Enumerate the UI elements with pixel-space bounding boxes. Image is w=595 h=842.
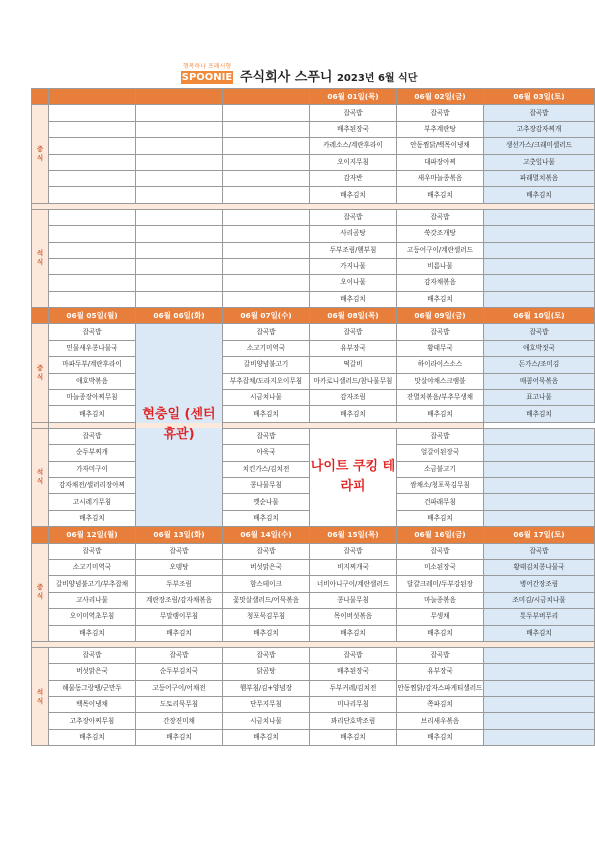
menu-item [484, 258, 595, 274]
menu-item [223, 154, 310, 170]
menu-item: 달걀크레미/두부강된장 [397, 576, 484, 592]
menu-item: 배추김치 [310, 406, 397, 422]
menu-item: 고시레기무침 [49, 494, 136, 510]
dinner-label-char: 식 [36, 477, 44, 486]
menu-item: 잡곡밥 [223, 324, 310, 340]
menu-item: 배추김치 [136, 729, 223, 745]
lunch-row [32, 592, 595, 608]
menu-item: 잡곡밥 [49, 543, 136, 559]
dinner-row [32, 291, 595, 307]
menu-item [49, 187, 136, 203]
menu-item [484, 510, 595, 526]
dinner-row [32, 428, 595, 444]
date-header-row [32, 89, 595, 105]
menu-item: 안동찜닭/감자스파게티샐러드 [397, 680, 484, 696]
menu-item: 잡곡밥 [223, 428, 310, 444]
menu-item [223, 209, 310, 225]
menu-item: 무생채 [397, 609, 484, 625]
menu-item: 애호박볶음 [49, 373, 136, 389]
menu-item: 떡갈비 [310, 357, 397, 373]
date-header: 06월 01일(목) [310, 89, 397, 105]
menu-item: 배추김치 [49, 625, 136, 641]
menu-item [223, 258, 310, 274]
menu-item: 마카로니샐러드/참나물무침 [310, 373, 397, 389]
date-header [49, 89, 136, 105]
menu-item: 잡곡밥 [310, 105, 397, 121]
menu-item: 간장진미채 [136, 713, 223, 729]
date-header: 06월 03일(토) [484, 89, 595, 105]
menu-item: 닭곰탕 [223, 664, 310, 680]
menu-item: 콩나물무침 [223, 477, 310, 493]
menu-item: 잡곡밥 [397, 209, 484, 225]
date-header: 06월 13일(화) [136, 527, 223, 543]
menu-item [136, 275, 223, 291]
lunch-row [32, 187, 595, 203]
menu-period: 2023년 6월 식단 [336, 73, 418, 84]
menu-item [223, 226, 310, 242]
menu-item [49, 226, 136, 242]
menu-item: 비름나물 [397, 258, 484, 274]
menu-item: 얼갈이된장국 [397, 445, 484, 461]
menu-item: 표고나물 [484, 390, 595, 406]
date-header: 06월 07일(수) [223, 308, 310, 324]
lunch-row [32, 121, 595, 137]
menu-item: 배추김치 [310, 291, 397, 307]
menu-item: 배추김치 [397, 291, 484, 307]
menu-item: 배추김치 [310, 625, 397, 641]
menu-item: 안동찜닭/백목이냉채 [397, 138, 484, 154]
menu-item [136, 187, 223, 203]
menu-item [223, 291, 310, 307]
dinner-label-char: 석 [36, 249, 44, 258]
menu-item: 꽈리단호박조림 [310, 713, 397, 729]
menu-item: 잡곡밥 [397, 543, 484, 559]
date-header: 06월 15일(목) [310, 527, 397, 543]
menu-item: 파래멸치볶음 [484, 170, 595, 186]
menu-item: 오뎅탕 [136, 559, 223, 575]
lunch-label-char: 중 [36, 364, 44, 373]
menu-item: 미소된장국 [397, 559, 484, 575]
date-header: 06월 12일(월) [49, 527, 136, 543]
date-header: 06월 06일(화) [136, 308, 223, 324]
menu-item [136, 291, 223, 307]
date-header: 06월 09일(금) [397, 308, 484, 324]
menu-item: 돈가스/조미김 [484, 357, 595, 373]
menu-item [136, 258, 223, 274]
lunch-row [32, 340, 595, 356]
menu-item [49, 154, 136, 170]
lunch-label-char: 식 [36, 154, 44, 163]
menu-item: 감자채전/샐러리장아찌 [49, 477, 136, 493]
menu-item: 잡곡밥 [310, 647, 397, 663]
menu-item: 두부커레/김치전 [310, 680, 397, 696]
lunch-row [32, 138, 595, 154]
date-header [223, 89, 310, 105]
dinner-row [32, 242, 595, 258]
menu-item: 배추김치 [397, 187, 484, 203]
lunch-row [32, 357, 595, 373]
menu-item: 버섯맑은국 [223, 559, 310, 575]
menu-item: 배추김치 [484, 406, 595, 422]
menu-item: 배추된장국 [310, 664, 397, 680]
menu-item: 맛살야채스크램블 [397, 373, 484, 389]
menu-item: 깻순나물 [223, 494, 310, 510]
menu-item [484, 242, 595, 258]
lunch-label [32, 543, 49, 641]
dinner-label [32, 209, 49, 307]
menu-item: 부추잡채/도라지오이무침 [223, 373, 310, 389]
menu-item: 배추김치 [397, 510, 484, 526]
menu-item: 고추장감자찌개 [484, 121, 595, 137]
menu-item: 브리새우볶음 [397, 713, 484, 729]
menu-item: 비지찌개국 [310, 559, 397, 575]
menu-item: 두부조림 [136, 576, 223, 592]
dinner-row [32, 647, 595, 663]
menu-item: 고춧잎나물 [484, 154, 595, 170]
menu-item: 콩나물무침 [310, 592, 397, 608]
date-header: 06월 10일(토) [484, 308, 595, 324]
menu-item [484, 729, 595, 745]
lunch-label [32, 105, 49, 203]
menu-item: 갈비양념불고기/부추잡채 [49, 576, 136, 592]
menu-item: 새우마늘종볶음 [397, 170, 484, 186]
menu-item: 잔멸치볶음/부추무생채 [397, 390, 484, 406]
menu-item [223, 275, 310, 291]
menu-item: 순두부김치국 [136, 664, 223, 680]
menu-item: 잡곡밥 [484, 324, 595, 340]
menu-item: 잡곡밥 [223, 647, 310, 663]
menu-item: 두부조림/햄부침 [310, 242, 397, 258]
lunch-row [32, 625, 595, 641]
menu-item: 미나리무침 [310, 697, 397, 713]
menu-item [223, 121, 310, 137]
menu-item [49, 209, 136, 225]
lunch-row [32, 559, 595, 575]
menu-item [484, 477, 595, 493]
date-header [136, 89, 223, 105]
menu-item [49, 138, 136, 154]
menu-item: 배추김치 [49, 406, 136, 422]
menu-item [136, 226, 223, 242]
menu-item: 너비아니구이/계란샐러드 [310, 576, 397, 592]
menu-item: 배추김치 [397, 729, 484, 745]
date-header: 06월 05일(월) [49, 308, 136, 324]
menu-item: 쌈채소/청포묵김무침 [397, 477, 484, 493]
lunch-row [32, 609, 595, 625]
menu-item: 감자반 [310, 170, 397, 186]
menu-item: 계란장조림/감자채볶음 [136, 592, 223, 608]
menu-item [49, 121, 136, 137]
menu-item: 배추김치 [49, 729, 136, 745]
menu-item: 마늘종장아찌무침 [49, 390, 136, 406]
menu-item: 고등어구이/어채전 [136, 680, 223, 696]
dinner-row [32, 258, 595, 274]
menu-item: 황태김치콩나물국 [484, 559, 595, 575]
menu-item [136, 138, 223, 154]
menu-item [136, 209, 223, 225]
menu-item: 배추김치 [223, 510, 310, 526]
menu-item: 시금치나물 [223, 390, 310, 406]
menu-item: 오이미역초무침 [49, 609, 136, 625]
menu-item: 애호박젓국 [484, 340, 595, 356]
lunch-row [32, 543, 595, 559]
menu-item: 도토리묵무침 [136, 697, 223, 713]
dinner-row [32, 697, 595, 713]
menu-item [484, 428, 595, 444]
menu-item: 배추김치 [397, 406, 484, 422]
menu-item [49, 291, 136, 307]
menu-item: 병어간장조림 [484, 576, 595, 592]
menu-item: 잡곡밥 [397, 428, 484, 444]
menu-item: 잡곡밥 [484, 543, 595, 559]
menu-item: 대파장아찌 [397, 154, 484, 170]
menu-item: 배추김치 [397, 625, 484, 641]
lunch-row [32, 105, 595, 121]
menu-item: 잡곡밥 [223, 543, 310, 559]
lunch-row [32, 154, 595, 170]
date-header: 06월 17일(토) [484, 527, 595, 543]
menu-item: 쪽파김치 [397, 697, 484, 713]
menu-item: 순두부찌개 [49, 445, 136, 461]
menu-item: 카레소스/계란후라이 [310, 138, 397, 154]
menu-item [484, 664, 595, 680]
menu-item: 청포묵김무침 [223, 609, 310, 625]
menu-item: 갈비양념불고기 [223, 357, 310, 373]
menu-item: 하이라이스소스 [397, 357, 484, 373]
lunch-row [32, 170, 595, 186]
lunch-label-char: 중 [36, 583, 44, 592]
dinner-row [32, 226, 595, 242]
menu-item [136, 170, 223, 186]
menu-item [484, 445, 595, 461]
menu-item: 무말랭이무침 [136, 609, 223, 625]
lunch-row [32, 576, 595, 592]
menu-item: 배추김치 [223, 729, 310, 745]
menu-item: 잡곡밥 [310, 209, 397, 225]
lunch-row [32, 406, 595, 422]
menu-item [484, 461, 595, 477]
menu-item: 잡곡밥 [310, 324, 397, 340]
menu-item: 건파래무침 [397, 494, 484, 510]
menu-item [484, 680, 595, 696]
date-header-corner [32, 308, 49, 324]
menu-item: 목이버섯볶음 [310, 609, 397, 625]
menu-item: 유부장국 [310, 340, 397, 356]
holiday-notice: 현충일 (센터 휴관) [136, 324, 223, 527]
menu-item [223, 242, 310, 258]
date-header-corner [32, 527, 49, 543]
menu-item: 황태무국 [397, 340, 484, 356]
menu-item: 소금불고기 [397, 461, 484, 477]
menu-item: 치킨가스/김치전 [223, 461, 310, 477]
dinner-row [32, 713, 595, 729]
menu-item: 잡곡밥 [49, 428, 136, 444]
menu-item: 배추김치 [136, 625, 223, 641]
menu-item [484, 291, 595, 307]
menu-item: 꽃맛살샐러드/어묵볶음 [223, 592, 310, 608]
menu-item [223, 105, 310, 121]
menu-item: 백목이냉채 [49, 697, 136, 713]
menu-item: 톳두부버무리 [484, 609, 595, 625]
menu-item [49, 258, 136, 274]
dinner-label-char: 식 [36, 696, 44, 705]
menu-item [49, 275, 136, 291]
menu-item: 조미김/시금치나물 [484, 592, 595, 608]
menu-item: 소고기미역국 [49, 559, 136, 575]
company-name: 주식회사 스푸니 [240, 70, 333, 85]
menu-item [223, 138, 310, 154]
date-header: 06월 08일(목) [310, 308, 397, 324]
menu-item [223, 187, 310, 203]
menu-item [49, 170, 136, 186]
menu-item [49, 242, 136, 258]
dinner-row [32, 664, 595, 680]
menu-item: 고추장아찌무침 [49, 713, 136, 729]
date-header-row [32, 527, 595, 543]
menu-item: 배추김치 [484, 187, 595, 203]
menu-item [484, 209, 595, 225]
menu-item: 햄부침/김+양념장 [223, 680, 310, 696]
menu-item [136, 242, 223, 258]
lunch-label [32, 324, 49, 422]
menu-item: 부추계란탕 [397, 121, 484, 137]
dinner-label-char: 식 [36, 258, 44, 267]
menu-item: 유부장국 [397, 664, 484, 680]
dinner-row [32, 680, 595, 696]
menu-item: 배추김치 [223, 406, 310, 422]
meal-menu-table [31, 88, 595, 746]
menu-item: 쑥갓조개탕 [397, 226, 484, 242]
lunch-row [32, 390, 595, 406]
date-header: 06월 16일(금) [397, 527, 484, 543]
menu-item: 오이지무침 [310, 154, 397, 170]
lunch-row [32, 373, 595, 389]
dinner-label-char: 석 [36, 468, 44, 477]
menu-item: 잡곡밥 [397, 324, 484, 340]
dinner-label [32, 647, 49, 745]
menu-item [484, 713, 595, 729]
menu-item: 사리곰탕 [310, 226, 397, 242]
spoonie-logo [181, 63, 233, 85]
menu-item: 배추김치 [223, 625, 310, 641]
menu-item: 민물새우콩나물국 [49, 340, 136, 356]
menu-item: 잡곡밥 [49, 324, 136, 340]
date-header-row [32, 308, 595, 324]
menu-item: 시금치나물 [223, 713, 310, 729]
menu-item [49, 105, 136, 121]
logo-name: SPOONIE [181, 72, 233, 83]
menu-item [484, 494, 595, 510]
menu-item: 배추김치 [484, 625, 595, 641]
menu-item [484, 226, 595, 242]
menu-item: 감자조림 [310, 390, 397, 406]
date-header: 06월 14일(수) [223, 527, 310, 543]
menu-item: 감자채볶음 [397, 275, 484, 291]
menu-item: 잡곡밥 [49, 647, 136, 663]
dinner-label [32, 428, 49, 526]
menu-item: 잡곡밥 [397, 105, 484, 121]
menu-item [484, 697, 595, 713]
page-title [240, 66, 417, 85]
date-header-corner [32, 89, 49, 105]
menu-item: 오이나물 [310, 275, 397, 291]
menu-item [136, 121, 223, 137]
menu-item: 잡곡밥 [136, 647, 223, 663]
dinner-row [32, 209, 595, 225]
menu-item [136, 154, 223, 170]
menu-item [484, 647, 595, 663]
logo-tagline: 행복하나 프레시형 [182, 63, 232, 70]
event-notice: 나이트 쿠킹 테라피 [310, 428, 397, 526]
menu-item [136, 105, 223, 121]
menu-item: 버섯맑은국 [49, 664, 136, 680]
menu-item [223, 170, 310, 186]
menu-item: 배추김치 [310, 729, 397, 745]
menu-item: 고사리나물 [49, 592, 136, 608]
lunch-label-char: 식 [36, 592, 44, 601]
menu-item: 가자미구이 [49, 461, 136, 477]
menu-item: 배추김치 [49, 510, 136, 526]
page-header [0, 60, 595, 88]
dinner-row [32, 729, 595, 745]
lunch-row [32, 324, 595, 340]
dinner-row [32, 275, 595, 291]
menu-item [484, 275, 595, 291]
menu-item: 잡곡밥 [310, 543, 397, 559]
dinner-label-char: 석 [36, 687, 44, 696]
menu-item: 잡곡밥 [136, 543, 223, 559]
menu-item: 잡곡밥 [484, 105, 595, 121]
menu-item: 배추김치 [310, 187, 397, 203]
menu-item: 생선가스/크래미샐러드 [484, 138, 595, 154]
date-header: 06월 02일(금) [397, 89, 484, 105]
menu-item: 아욱국 [223, 445, 310, 461]
menu-item: 가지나물 [310, 258, 397, 274]
menu-item: 단무지무침 [223, 697, 310, 713]
lunch-label-char: 중 [36, 145, 44, 154]
menu-item: 고등어구이/계란샐러드 [397, 242, 484, 258]
menu-item: 함스테이크 [223, 576, 310, 592]
menu-item: 해물동그랑땡/군만두 [49, 680, 136, 696]
lunch-label-char: 식 [36, 373, 44, 382]
menu-item: 소고기미역국 [223, 340, 310, 356]
menu-item: 매콤어묵볶음 [484, 373, 595, 389]
menu-item: 잡곡밥 [397, 647, 484, 663]
menu-item: 마파두부/계란후라이 [49, 357, 136, 373]
menu-item: 배추된장국 [310, 121, 397, 137]
menu-item: 마늘종볶음 [397, 592, 484, 608]
